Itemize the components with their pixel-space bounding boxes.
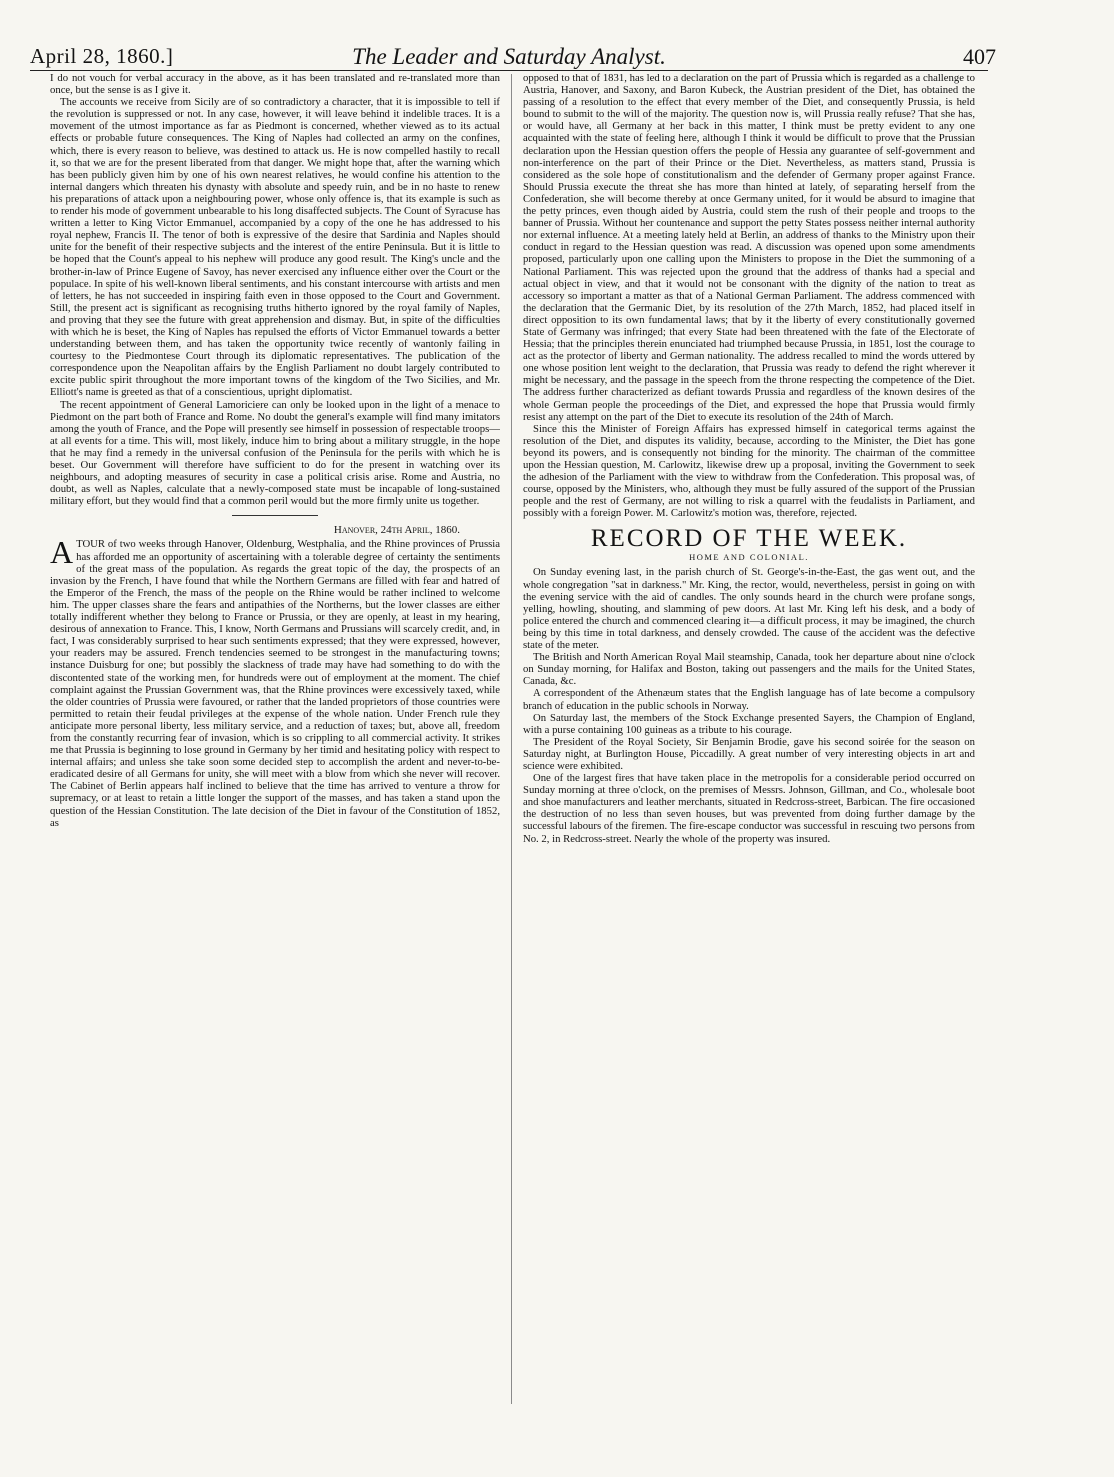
header-page-number: 407	[963, 44, 996, 69]
page-header	[30, 44, 996, 71]
paragraph	[50, 534, 500, 829]
paragraph: Since this the Minister of Foreign Affairs has expressed himself in categorical terms against the resolution of the Diet, and disputes its validity, because, according to the Minister, the Diet has gone beyond its powers, and is consequently not binding for the minority. The chairman of the committee upon the Hessian question, M. Carlowitz, likewise drew up a proposal, inviting the Government to seek the adhesion of the Parliament with the view to withdraw from the Confederation. This proposal was, of course, opposed by the Ministers, who, although they must be fully assured of the support of the Prussian people and the rest of Germany, are not willing to risk a quarrel with the feudalists in Parliament, and possibly with a foreign Power. M. Carlowitz's motion was, therefore, rejected.	[523, 422, 975, 520]
news-item: One of the largest fires that have taken place in the metropolis for a considerable period occurred on Sunday morning at three o'clock, on the premises of Messrs. Johnson, Gillman, and Co., wholesale boot and shoe manufacturers and leather merchants, situated in Redcross-street, Barbican. The fire occasioned the destruction of no less than seven houses, but was prevented from doing further damage by the successful labours of the firemen. The fire-escape conductor was successful in rescuing two persons from No. 2, in Redcross-street. Nearly the whole of the property was insured.	[523, 772, 975, 845]
left-column	[50, 72, 500, 829]
news-item: The British and North American Royal Mail steamship, Canada, took her departure about nine o'clock on Sunday morning, for Halifax and Boston, taking out passengers and the mails for the United States, Canada, &c.	[523, 651, 975, 688]
dateline: Hanover, 24th April, 1860.	[333, 524, 460, 537]
paragraph: I do not vouch for verbal accuracy in the above, as it has been translated and re-translated more than once, but the sense is as I give it.	[50, 72, 500, 97]
header-date: April 28, 1860.]	[30, 44, 174, 68]
news-item: The President of the Royal Society, Sir Benjamin Brodie, gave his second soirée for the season on Saturday night, at Burlington House, Piccadilly. A great number of very interesting objects in art and science were exhibited.	[523, 735, 975, 772]
paragraph: opposed to that of 1831, has led to a declaration on the part of Prussia which is regarded as a challenge to Austria, Hanover, and Saxony, and Baron Kubeck, the Austrian president of the Diet, has obtained the passing of a resolution to the effect that every member of the Diet, and consequently Prussia, is held bound to submit to the will of the majority. The question now is, will Prussia really refuse? That she has, or would have, all Germany at her back in this matter, I think must be pretty evident to any one acquainted with the state of feeling here, although I think it would be difficult to prove that the Prussian declaration upon the Hessian question offers the people of Hessia any guarantee of self-government and non-interference on the part of their Prince or the Diet. Nevertheless, as matters stand, Prussia is considered as the sole hope of constitutionalism and the defender of Germany proper against France. Should Prussia execute the threat she has more than hinted at lately, of separating herself from the Confederation, she will become thereby at once Germany united, for it would be absurd to imagine that the petty princes, even though aided by Austria, could stem the rush of their people and troops to the banner of Prussia. Without her countenance and support the petty States possess neither internal authority nor external influence. At a meeting lately held at Berlin, an address of thanks to the Ministry upon their conduct in regard to the Hessian question was read. A discussion was opened upon some amendments proposed, particularly upon one calling upon the Ministers to propose in the Diet the summoning of a National Parliament. This was rejected upon the ground that the address of thanks had a special and actual object in view, and that it would not be consonant with the dignity of the nation to treat as accessory so important a matter as that of a National German Parliament. The address commenced with the declaration that the Germanic Diet, by its resolution of the 27th March, 1852, had placed itself in direct opposition to its own fundamental laws; that by it the liberty of every constitutionally governed State of Germany was infringed; that every State had been threatened with the fate of the Electorate of Hessia; that the principles therein enunciated had triumphed because Prussia, in 1851, lost the courage to act as the protector of liberty and German nationality. The address recalled to mind the words uttered by one whose position lent weight to the declaration, that Prussia was ready to defend the right wherever it might be necessary, and the passage in the speech from the throne respecting the competence of the Diet. The address further characterized as defiant towards Prussia and regardless of the known desires of the whole German people the proceedings of the Diet, and expressed the hope that Prussia would firmly resist any attempt on the part of the Diet to execute its resolution of the 24th of March.	[523, 72, 975, 423]
paragraph: The recent appointment of General Lamoriciere can only be looked upon in the light of a menace to Piedmont on the part both of France and Rome. No doubt the general's example will find many imitators among the youth of France, and the Pope will presently see himself in possession of respectable troops—at all events for a time. This will, most likely, induce him to bring about a military struggle, in the hope that he may find a remedy in the universal confusion of the Peninsula for the perils with which he is beset. Our Government will therefore have sufficient to do for the present in watching over its neighbours, and adopting measures of security in case a political crisis arise. Rome and Austria, no doubt, as well as Naples, calculate that a newly-composed state must be incapable of long-sustained military effort, but they would find that a common peril would but the more firmly unite us together.	[50, 398, 500, 508]
news-item: On Sunday evening last, in the parish church of St. George's-in-the-East, the gas went out, and the whole congregation "sat in darkness." Mr. King, the rector, would, nevertheless, persist in going on with the evening service with the aid of candles. The only sounds heard in the church were profane songs, yelling, howling, shouting, and slamming of pew doors. At last Mr. King left his desk, and a body of police entered the church and commenced clearing it—a difficult process, it may be imagined, the church being by this time in total darkness, and densely crowded. The cause of the accident was the defective state of the meter.	[523, 566, 975, 652]
news-item: A correspondent of the Athenæum states that the English language has of late become a compulsory branch of education in the public schools in Norway.	[523, 687, 975, 712]
drop-cap: A	[50, 534, 74, 571]
section-subheading: HOME AND COLONIAL.	[689, 552, 809, 563]
section-divider	[232, 515, 318, 516]
paragraph: The accounts we receive from Sicily are of so contradictory a character, that it is impossible to tell if the revolution is suppressed or not. In any case, however, it will leave behind it indelible traces. It is a movement of the utmost importance as far as Piedmont is concerned, whether viewed as to its actual effects or probable future consequences. The King of Naples had collected an army on the confines, which, there is every reason to believe, was destined to attack us. He is now compelled hastily to recall it, so that we are for the present liberated from that danger. We might hope that, after the warning which has been publicly given him by one of his own nearest relatives, he would confine his attention to the internal dangers which threaten his dynasty with absolute and speedy ruin, and be in no haste to renew his preparations of attack upon a neighbouring power, whose only offence is, that its example is such as to render his mode of government unbearable to his long disaffected subjects. The Count of Syracuse has written a letter to King Victor Emmanuel, accompanied by a copy of the one he has addressed to his royal nephew, Francis II. The tenor of both is expressive of the desire that Sardinia and Naples should unite for the benefit of their respective subjects and the interest of the entire Peninsula. But it is little to be hoped that the Count's appeal to his nephew will produce any good result. The King's uncle and the brother-in-law of Prince Eugene of Savoy, has never exercised any influence either over the Court or the populace. In spite of his well-known liberal sentiments, and his constant intercourse with artists and men of letters, he has not succeeded in inspiring faith even in those opposed to the Court and Government. Still, the present act is significant as recognising truths hitherto ignored by the royal family of Naples, and proving that they see the future with great apprehension and dismay. But, in spite of the difficulties with which he is beset, the King of Naples has repulsed the efforts of Victor Emmanuel towards a better understanding between them, and has taken the opportunity twice recently of wantonly failing in courtesy to the Piedmontese Court through its diplomatic representatives. The publication of the correspondence upon the Neapolitan affairs by the English Parliament no doubt largely contributed to excite public spirit throughout the more important towns of the kingdom of the Two Sicilies, and Mr. Elliott's name is greeted as that of a conscientious, upright diplomatist.	[50, 96, 500, 399]
section-heading: RECORD OF THE WEEK.	[590, 525, 908, 553]
header-title: The Leader and Saturday Analyst.	[352, 44, 666, 69]
right-column	[523, 72, 975, 845]
column-rule	[511, 74, 512, 1404]
paragraph-text: TOUR of two weeks through Hanover, Oldenburg, Westphalia, and the Rhine provinces of Prussia has afforded me an opportunity of ascertaining with a tolerable degree of certainty the sentiments of the great mass of the population. As regards the great topic of the day, the prospects of an invasion by the French, I have found that while the Northern Germans are filled with fear and hatred of the Emperor of the French, the mass of the people on the Rhine would be rather inclined to welcome him. The upper classes share the fears and antipathies of the Northerns, but the lower classes are either totally indifferent whether they belong to France or Prussia, or they are openly, at least in my hearing, desirous of annexation to France. This, I know, North Germans and Prussians will scarcely credit, and, in fact, I was considerably surprised to hear such sentiments expressed; that they were expressed, however, your readers may be assured. French tendencies seemed to be strongest in the manufacturing towns; instance Duisburg for one; but possibly the slackness of trade may have had something to do with the discontented state of the working men, for hundreds were out of employment at the moment. The chief complaint against the Prussian Government was, that the Rhine provinces were excessively taxed, while the older countries of Prussia were favoured, or rather that the landed proprietors of those countries were permitted to retain their feudal privileges at the expense of the whole nation. Under French rule they anticipate more personal liberty, less military service, and a reduction of taxes; but, above all, freedom from the constantly recurring fear of invasion, which is so crippling to all commercial activity. It strikes me that Prussia is beginning to lose ground in Germany by her timid and hesitating policy with respect to internal affairs; and unless she take soon some decided step to accomplish the ardent and never-to-be-eradicated desire of all Germans for unity, she will meet with a blow from which she never will recover. The Cabinet of Berlin appears half inclined to believe that the time has arrived to venture a throw for supremacy, or at least to retain a little longer the support of the masses, and has taken a stand upon the question of the Hessian Constitution. The late decision of the Diet in favour of the Constitution of 1852, as	[50, 538, 500, 829]
news-item: On Saturday last, the members of the Stock Exchange presented Sayers, the Champion of England, with a purse containing 100 guineas as a tribute to his courage.	[523, 711, 975, 736]
